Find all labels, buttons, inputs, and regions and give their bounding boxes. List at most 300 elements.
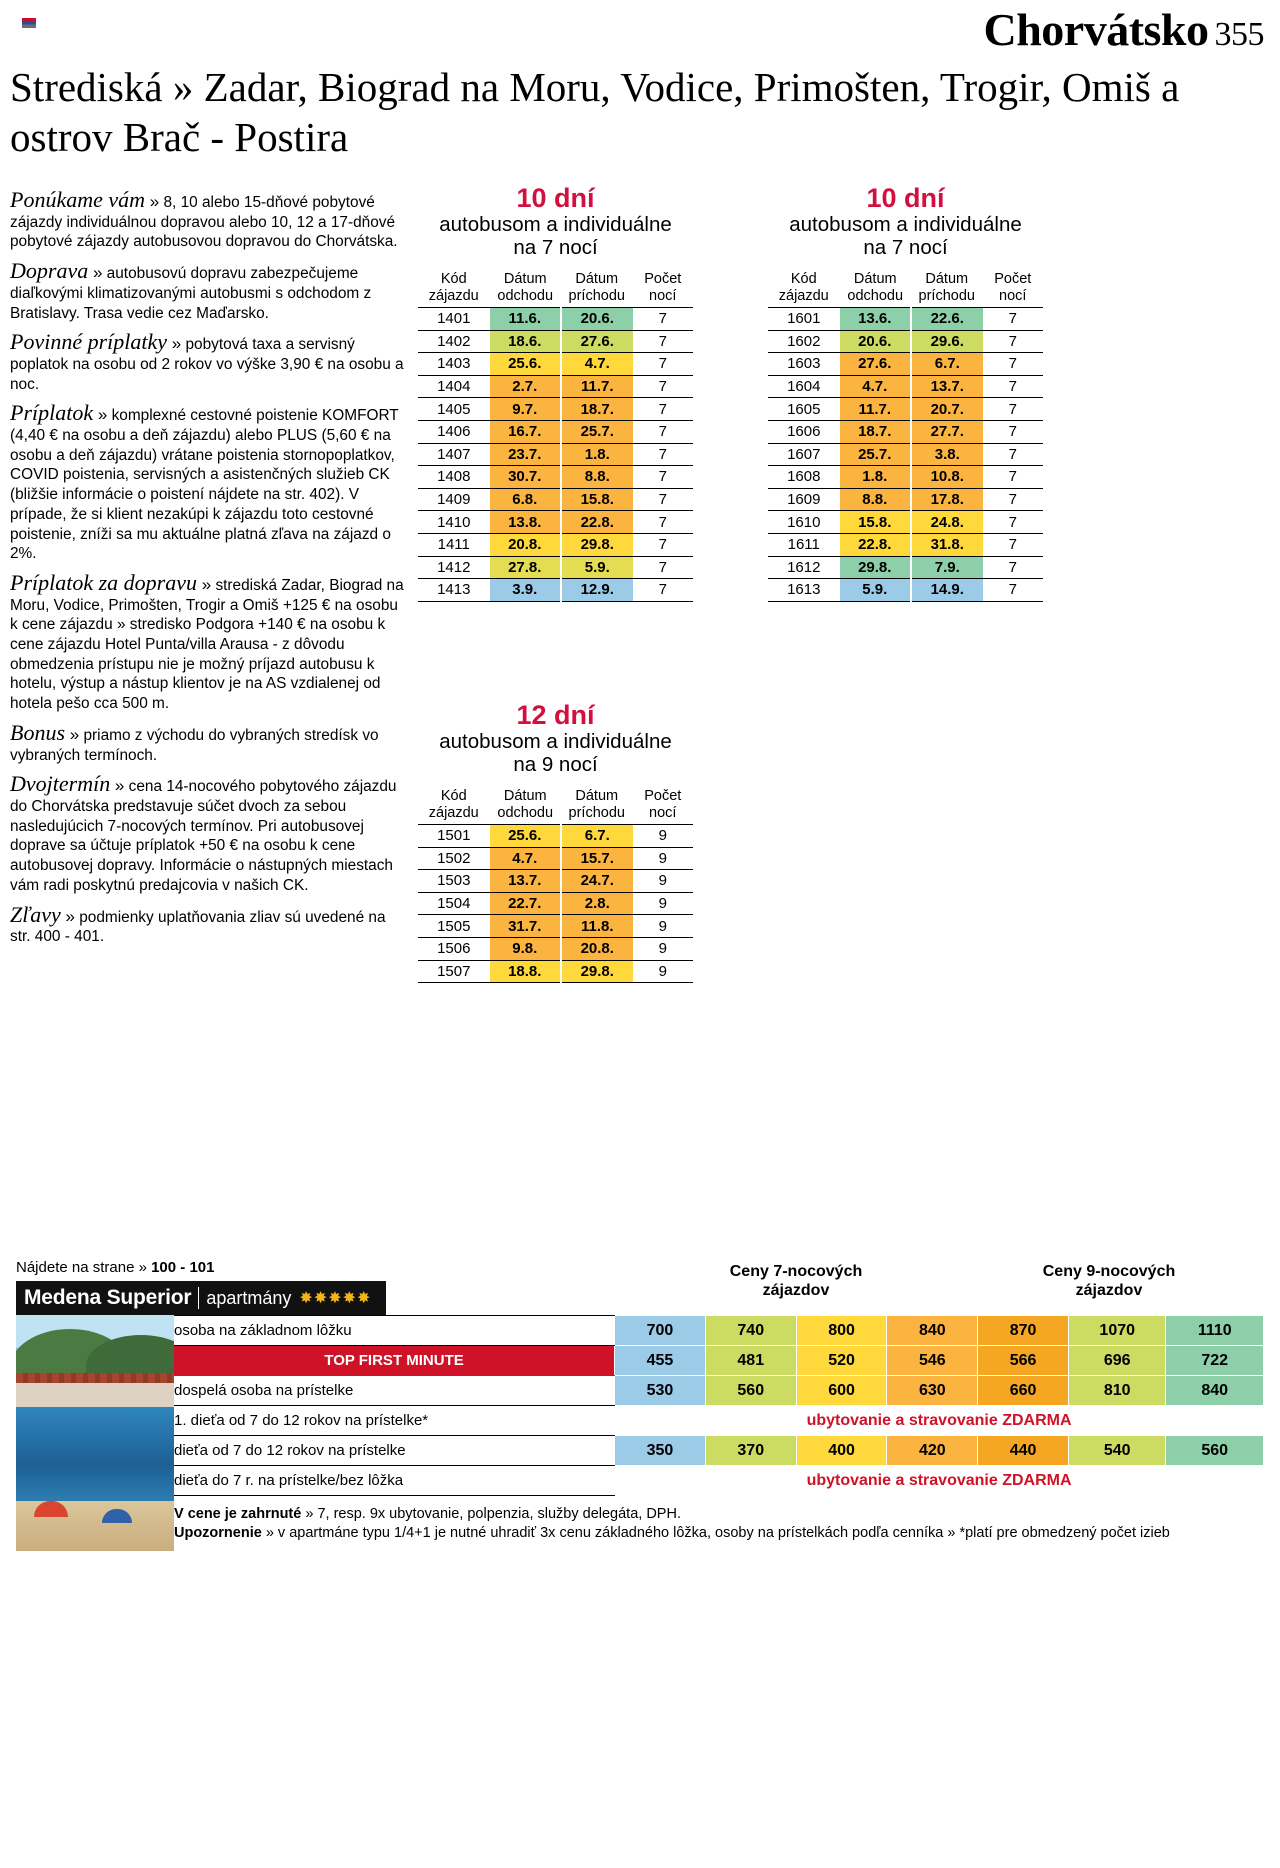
table-row bbox=[418, 511, 693, 534]
nights-count-cell: 7 bbox=[983, 375, 1044, 398]
departure-date-cell: 29.8. bbox=[840, 556, 912, 579]
tour-code-cell: 1601 bbox=[768, 308, 840, 331]
departure-date-cell: 2.7. bbox=[490, 375, 562, 398]
price-cell: 722 bbox=[1166, 1346, 1264, 1376]
price-cell: 560 bbox=[705, 1376, 796, 1406]
price-row-label: dieťa od 7 do 12 rokov na prístelke bbox=[174, 1436, 615, 1466]
page-title bbox=[983, 2, 1264, 63]
nights-count-cell: 7 bbox=[983, 533, 1044, 556]
departure-date-cell: 15.8. bbox=[840, 511, 912, 534]
nights-count-cell: 9 bbox=[633, 847, 694, 870]
column-header-line2: odchodu bbox=[497, 805, 554, 821]
price-cell: 810 bbox=[1069, 1376, 1166, 1406]
departure-date-cell: 6.8. bbox=[490, 488, 562, 511]
info-paragraph bbox=[10, 400, 405, 564]
note-warning bbox=[174, 1524, 1264, 1543]
table-row bbox=[768, 511, 1043, 534]
group-9-line1: Ceny 9-nocových bbox=[1042, 1263, 1176, 1280]
info-paragraph-lead: Dvojtermín bbox=[10, 771, 111, 797]
departure-dates-table bbox=[418, 271, 693, 602]
column-header bbox=[490, 271, 562, 308]
departure-date-cell: 13.8. bbox=[490, 511, 562, 534]
table-row bbox=[418, 960, 693, 983]
departure-date-cell: 13.7. bbox=[490, 870, 562, 893]
column-header bbox=[768, 271, 840, 308]
column-header-line2: odchodu bbox=[497, 288, 554, 304]
info-paragraph bbox=[10, 719, 405, 765]
tour-code-cell: 1406 bbox=[418, 420, 490, 443]
nights-count-cell: 9 bbox=[633, 915, 694, 938]
info-paragraph-lead: Ponúkame vám bbox=[10, 187, 146, 212]
price-cell: 600 bbox=[796, 1376, 887, 1406]
tour-code-cell: 1503 bbox=[418, 870, 490, 893]
info-paragraph-body: strediská Zadar, Biograd na Moru, Vodice, Primošten, Trogir a Omiš +125 € na osobu k cene zájazdu » stredisko Podgora +140 € na osobu k cene zájazdu Hotel Punta/villa Arausa - z dôvodu obmedzenia prístupu nie je možný príjazd autobusu k hotelu, výstup a nástup klientov je na AS vzdialenej od hotela pešo cca 500 m. bbox=[10, 576, 404, 713]
column-header-line2: príchodu bbox=[918, 288, 975, 304]
nights-count-cell: 7 bbox=[983, 420, 1044, 443]
price-cell: 420 bbox=[887, 1436, 978, 1466]
nights-count-cell: 7 bbox=[983, 511, 1044, 534]
departure-table-10dni-b bbox=[768, 183, 1043, 602]
nights-count-cell: 7 bbox=[983, 443, 1044, 466]
arrival-date-cell: 12.9. bbox=[561, 579, 633, 602]
table-row bbox=[768, 443, 1043, 466]
info-column bbox=[10, 187, 405, 956]
column-header bbox=[418, 271, 490, 308]
nights-count-cell: 7 bbox=[983, 466, 1044, 489]
info-paragraph-body: komplexné cestovné poistenie KOMFORT (4,40 € na osobu a deň zájazdu) alebo PLUS (5,60 € na osobu a deň zájazdu) vrátane poistenia stornopoplatkov, COVID poistenia, servisných a asistenčných služieb CK (bližšie informácie o poistení nájdete na str. 402). V prípade, že si klient nezakúpi k zájazdu toto cestovné poistenie, zníži sa mu aktuálne platná zľava na zájazd o 2%. bbox=[10, 407, 399, 563]
column-header-line1: Dátum bbox=[575, 788, 619, 804]
arrival-date-cell: 24.7. bbox=[561, 870, 633, 893]
departure-date-cell: 3.9. bbox=[490, 579, 562, 602]
arrival-date-cell: 8.8. bbox=[561, 466, 633, 489]
tour-code-cell: 1409 bbox=[418, 488, 490, 511]
column-header bbox=[561, 271, 633, 308]
nights-count-cell: 7 bbox=[633, 308, 694, 331]
arrival-date-cell: 11.7. bbox=[561, 375, 633, 398]
departure-date-cell: 30.7. bbox=[490, 466, 562, 489]
price-cell: 660 bbox=[978, 1376, 1069, 1406]
arrival-date-cell: 22.6. bbox=[911, 308, 983, 331]
table-row bbox=[768, 488, 1043, 511]
country-name: Chorvátsko bbox=[983, 4, 1209, 55]
column-header bbox=[633, 788, 694, 825]
table-row bbox=[768, 375, 1043, 398]
tour-code-cell: 1405 bbox=[418, 398, 490, 421]
info-paragraph bbox=[10, 187, 405, 252]
arrival-date-cell: 29.8. bbox=[561, 533, 633, 556]
table-days-title: 10 dní bbox=[866, 183, 945, 213]
column-header-line1: Dátum bbox=[575, 271, 619, 287]
tour-code-cell: 1408 bbox=[418, 466, 490, 489]
column-header bbox=[418, 788, 490, 825]
table-days-title: 10 dní bbox=[516, 183, 595, 213]
price-cell: 800 bbox=[796, 1316, 887, 1346]
table-row bbox=[418, 330, 693, 353]
guillemet-icon: » bbox=[167, 334, 182, 354]
info-paragraph-lead: Povinné príplatky bbox=[10, 329, 168, 355]
tour-code-cell: 1610 bbox=[768, 511, 840, 534]
arrival-date-cell: 25.7. bbox=[561, 420, 633, 443]
departure-date-cell: 1.8. bbox=[840, 466, 912, 489]
departure-date-cell: 22.7. bbox=[490, 892, 562, 915]
price-row bbox=[174, 1346, 1264, 1376]
column-header-line2: nocí bbox=[649, 805, 677, 821]
star-rating-icon: ✸✸✸✸✸ bbox=[299, 1290, 372, 1307]
price-free-text: ubytovanie a stravovanie ZDARMA bbox=[615, 1406, 1264, 1436]
tour-code-cell: 1604 bbox=[768, 375, 840, 398]
table-row bbox=[768, 556, 1043, 579]
price-cell: 481 bbox=[705, 1346, 796, 1376]
arrival-date-cell: 3.8. bbox=[911, 443, 983, 466]
nights-count-cell: 7 bbox=[983, 579, 1044, 602]
table-row bbox=[418, 353, 693, 376]
arrival-date-cell: 11.8. bbox=[561, 915, 633, 938]
table-row bbox=[418, 443, 693, 466]
arrival-date-cell: 17.8. bbox=[911, 488, 983, 511]
nights-count-cell: 7 bbox=[633, 353, 694, 376]
tour-code-cell: 1401 bbox=[418, 308, 490, 331]
nights-count-cell: 7 bbox=[633, 579, 694, 602]
tour-code-cell: 1611 bbox=[768, 533, 840, 556]
price-row bbox=[174, 1376, 1264, 1406]
table-subtitle-line2: na 9 nocí bbox=[513, 753, 598, 776]
tour-code-cell: 1507 bbox=[418, 960, 490, 983]
departure-date-cell: 11.6. bbox=[490, 308, 562, 331]
column-header-line1: Dátum bbox=[853, 271, 897, 287]
table-row bbox=[768, 533, 1043, 556]
table-row bbox=[768, 579, 1043, 602]
departure-dates-table bbox=[768, 271, 1043, 602]
nights-count-cell: 9 bbox=[633, 892, 694, 915]
nights-count-cell: 7 bbox=[983, 308, 1044, 331]
column-header-line2: odchodu bbox=[847, 288, 904, 304]
nights-count-cell: 7 bbox=[983, 398, 1044, 421]
info-paragraph-body: autobusovú dopravu zabezpečujeme diaľkovými klimatizovanými autobusmi s odchodom z Bratislavy. Trasa vedie cez Maďarsko. bbox=[10, 265, 372, 322]
nights-count-cell: 7 bbox=[633, 556, 694, 579]
price-cell: 740 bbox=[705, 1316, 796, 1346]
arrival-date-cell: 4.7. bbox=[561, 353, 633, 376]
nights-count-cell: 9 bbox=[633, 960, 694, 983]
info-paragraph bbox=[10, 258, 405, 323]
column-header-line2: nocí bbox=[649, 288, 677, 304]
price-row bbox=[174, 1436, 1264, 1466]
nights-count-cell: 7 bbox=[633, 443, 694, 466]
tour-code-cell: 1502 bbox=[418, 847, 490, 870]
price-cell: 870 bbox=[978, 1316, 1069, 1346]
nights-count-cell: 7 bbox=[633, 375, 694, 398]
tour-code-cell: 1602 bbox=[768, 330, 840, 353]
column-header-line1: Kód bbox=[440, 271, 467, 287]
column-header bbox=[633, 271, 694, 308]
tour-code-cell: 1506 bbox=[418, 937, 490, 960]
departure-date-cell: 18.6. bbox=[490, 330, 562, 353]
table-row bbox=[768, 466, 1043, 489]
departure-date-cell: 9.8. bbox=[490, 937, 562, 960]
nights-count-cell: 7 bbox=[983, 353, 1044, 376]
arrival-date-cell: 14.9. bbox=[911, 579, 983, 602]
flag-icon bbox=[22, 18, 36, 28]
info-paragraph-lead: Príplatok za dopravu bbox=[10, 569, 197, 595]
departure-date-cell: 4.7. bbox=[840, 375, 912, 398]
price-cell: 370 bbox=[705, 1436, 796, 1466]
divider bbox=[198, 1287, 199, 1309]
info-paragraph-lead: Zľavy bbox=[10, 901, 61, 927]
departure-date-cell: 20.8. bbox=[490, 533, 562, 556]
group-7-line2: zájazdov bbox=[762, 1282, 830, 1299]
table-row bbox=[768, 330, 1043, 353]
price-row-label: dieťa do 7 r. na prístelke/bez lôžka bbox=[174, 1466, 615, 1496]
price-cell: 540 bbox=[1069, 1436, 1166, 1466]
departure-date-cell: 27.6. bbox=[840, 353, 912, 376]
find-pages: 100 - 101 bbox=[151, 1259, 215, 1276]
find-prefix: Nájdete na strane » bbox=[16, 1259, 147, 1276]
table-row bbox=[418, 420, 693, 443]
price-free-text: ubytovanie a stravovanie ZDARMA bbox=[615, 1466, 1264, 1496]
price-cell: 630 bbox=[887, 1376, 978, 1406]
page-header bbox=[0, 0, 1280, 62]
tour-code-cell: 1608 bbox=[768, 466, 840, 489]
departure-date-cell: 5.9. bbox=[840, 579, 912, 602]
price-row-label: osoba na základnom lôžku bbox=[174, 1316, 615, 1346]
departure-table-12dni bbox=[418, 700, 693, 983]
find-on-page-line bbox=[16, 1259, 214, 1276]
table-row bbox=[418, 488, 693, 511]
info-paragraph-body: priamo z východu do vybraných stredísk vo vybraných termínoch. bbox=[10, 726, 379, 764]
nights-count-cell: 7 bbox=[983, 330, 1044, 353]
departure-date-cell: 22.8. bbox=[840, 533, 912, 556]
price-row bbox=[174, 1466, 1264, 1496]
hotel-price-table bbox=[174, 1315, 1264, 1496]
info-paragraph-lead: Bonus bbox=[10, 719, 65, 745]
sea-shape bbox=[16, 1407, 174, 1503]
arrival-date-cell: 1.8. bbox=[561, 443, 633, 466]
note-included-text: » 7, resp. 9x ubytovanie, polpenzia, služby delegáta, DPH. bbox=[305, 1506, 681, 1522]
column-header-line2: príchodu bbox=[568, 288, 625, 304]
hotel-photo bbox=[16, 1315, 174, 1551]
tour-code-cell: 1606 bbox=[768, 420, 840, 443]
tour-code-cell: 1411 bbox=[418, 533, 490, 556]
info-paragraph bbox=[10, 329, 405, 394]
table-row bbox=[768, 420, 1043, 443]
table-row bbox=[418, 466, 693, 489]
price-cell: 1110 bbox=[1166, 1316, 1264, 1346]
column-header-line1: Počet bbox=[994, 271, 1032, 287]
info-paragraph-body: cena 14-nocového pobytového zájazdu do Chorvátska predstavuje súčet dvoch za sebou nasledujúcich 7-nocových termínov. Pri autobusovej doprave sa účtuje príplatok +50 € na osobu k cene autobusovej dopravy. Informácie o nástupných miestach vám radi poskytnú predajcovia v našich CK. bbox=[10, 778, 397, 894]
table-row bbox=[418, 892, 693, 915]
arrival-date-cell: 6.7. bbox=[911, 353, 983, 376]
table-row bbox=[768, 308, 1043, 331]
table-row bbox=[418, 556, 693, 579]
column-header-line2: príchodu bbox=[568, 805, 625, 821]
price-cell: 560 bbox=[1166, 1436, 1264, 1466]
column-header-line1: Počet bbox=[644, 788, 682, 804]
column-header bbox=[840, 271, 912, 308]
departure-date-cell: 25.6. bbox=[490, 825, 562, 848]
column-header-line1: Dátum bbox=[925, 271, 969, 287]
column-header-line2: zájazdu bbox=[428, 805, 479, 821]
nights-count-cell: 7 bbox=[633, 488, 694, 511]
price-cell: 520 bbox=[796, 1346, 887, 1376]
arrival-date-cell: 31.8. bbox=[911, 533, 983, 556]
price-cell: 350 bbox=[615, 1436, 706, 1466]
arrival-date-cell: 15.7. bbox=[561, 847, 633, 870]
nights-count-cell: 9 bbox=[633, 937, 694, 960]
price-cell: 546 bbox=[887, 1346, 978, 1376]
price-cell: 566 bbox=[978, 1346, 1069, 1376]
arrival-date-cell: 24.8. bbox=[911, 511, 983, 534]
arrival-date-cell: 29.6. bbox=[911, 330, 983, 353]
guillemet-icon: » bbox=[88, 263, 103, 283]
arrival-date-cell: 27.7. bbox=[911, 420, 983, 443]
arrival-date-cell: 20.8. bbox=[561, 937, 633, 960]
price-cell: 530 bbox=[615, 1376, 706, 1406]
note-included bbox=[174, 1505, 1264, 1524]
arrival-date-cell: 29.8. bbox=[561, 960, 633, 983]
price-cell: 440 bbox=[978, 1436, 1069, 1466]
nights-count-cell: 9 bbox=[633, 825, 694, 848]
nights-count-cell: 7 bbox=[633, 511, 694, 534]
column-header-line1: Kód bbox=[790, 271, 817, 287]
guillemet-icon: » bbox=[93, 405, 108, 425]
nights-count-cell: 7 bbox=[983, 556, 1044, 579]
price-row-label: 1. dieťa od 7 do 12 rokov na prístelke* bbox=[174, 1406, 615, 1436]
table-row bbox=[418, 533, 693, 556]
price-row bbox=[174, 1406, 1264, 1436]
tour-code-cell: 1402 bbox=[418, 330, 490, 353]
note-warning-label: Upozornenie bbox=[174, 1525, 262, 1541]
note-warning-text: » v apartmáne typu 1/4+1 je nutné uhradiť 3x cenu základného lôžka, osoby na prístelkách podľa cenníka » *platí pre obmedzený počet izieb bbox=[265, 1525, 1170, 1541]
tour-code-cell: 1607 bbox=[768, 443, 840, 466]
info-paragraph bbox=[10, 901, 405, 947]
info-paragraph-lead: Doprava bbox=[10, 258, 89, 284]
nights-count-cell: 7 bbox=[633, 398, 694, 421]
column-header-line2: zájazdu bbox=[428, 288, 479, 304]
hotel-name-bar bbox=[16, 1281, 386, 1315]
table-row bbox=[418, 847, 693, 870]
info-paragraph-body: podmienky uplatňovania zliav sú uvedené na str. 400 - 401. bbox=[10, 908, 386, 946]
arrival-date-cell: 6.7. bbox=[561, 825, 633, 848]
price-row-label: TOP FIRST MINUTE bbox=[174, 1346, 615, 1376]
table-row bbox=[418, 375, 693, 398]
info-paragraph bbox=[10, 569, 405, 714]
departure-date-cell: 8.8. bbox=[840, 488, 912, 511]
price-cell: 1070 bbox=[1069, 1316, 1166, 1346]
tour-code-cell: 1603 bbox=[768, 353, 840, 376]
price-cell: 700 bbox=[615, 1316, 706, 1346]
nights-count-cell: 7 bbox=[633, 330, 694, 353]
column-header-line1: Dátum bbox=[503, 271, 547, 287]
departure-dates-table bbox=[418, 788, 693, 983]
table-row bbox=[768, 353, 1043, 376]
arrival-date-cell: 2.8. bbox=[561, 892, 633, 915]
table-row bbox=[418, 825, 693, 848]
departure-date-cell: 27.8. bbox=[490, 556, 562, 579]
tour-code-cell: 1407 bbox=[418, 443, 490, 466]
arrival-date-cell: 18.7. bbox=[561, 398, 633, 421]
price-row-label: dospelá osoba na prístelke bbox=[174, 1376, 615, 1406]
note-included-label: V cene je zahrnuté bbox=[174, 1506, 302, 1522]
hotel-name: Medena Superior bbox=[24, 1286, 192, 1309]
departure-date-cell: 20.6. bbox=[840, 330, 912, 353]
column-header bbox=[911, 271, 983, 308]
column-header-line1: Kód bbox=[440, 788, 467, 804]
tour-code-cell: 1605 bbox=[768, 398, 840, 421]
table-subtitle-line2: na 7 nocí bbox=[513, 236, 598, 259]
table-row bbox=[418, 937, 693, 960]
guillemet-icon: » bbox=[110, 776, 125, 796]
price-cell: 400 bbox=[796, 1436, 887, 1466]
column-header bbox=[561, 788, 633, 825]
table-row bbox=[418, 308, 693, 331]
table-row bbox=[768, 398, 1043, 421]
arrival-date-cell: 27.6. bbox=[561, 330, 633, 353]
departure-date-cell: 23.7. bbox=[490, 443, 562, 466]
departure-date-cell: 18.7. bbox=[840, 420, 912, 443]
guillemet-icon: » bbox=[145, 192, 160, 211]
tour-code-cell: 1410 bbox=[418, 511, 490, 534]
nights-count-cell: 9 bbox=[633, 870, 694, 893]
nights-count-cell: 7 bbox=[983, 488, 1044, 511]
arrival-date-cell: 22.8. bbox=[561, 511, 633, 534]
departure-date-cell: 13.6. bbox=[840, 308, 912, 331]
tour-code-cell: 1403 bbox=[418, 353, 490, 376]
departure-date-cell: 16.7. bbox=[490, 420, 562, 443]
column-header-line2: zájazdu bbox=[778, 288, 829, 304]
arrival-date-cell: 13.7. bbox=[911, 375, 983, 398]
table-row bbox=[418, 870, 693, 893]
column-header bbox=[490, 788, 562, 825]
price-table bbox=[174, 1315, 1264, 1496]
arrival-date-cell: 5.9. bbox=[561, 556, 633, 579]
departure-date-cell: 18.8. bbox=[490, 960, 562, 983]
arrival-date-cell: 10.8. bbox=[911, 466, 983, 489]
arrival-date-cell: 20.7. bbox=[911, 398, 983, 421]
nights-count-cell: 7 bbox=[633, 533, 694, 556]
tour-code-cell: 1504 bbox=[418, 892, 490, 915]
price-cell: 455 bbox=[615, 1346, 706, 1376]
roofs-shape bbox=[16, 1373, 174, 1383]
nights-count-cell: 7 bbox=[633, 420, 694, 443]
price-cell: 696 bbox=[1069, 1346, 1166, 1376]
info-paragraph bbox=[10, 771, 405, 895]
tour-code-cell: 1404 bbox=[418, 375, 490, 398]
hotel-type: apartmány bbox=[206, 1287, 292, 1308]
column-header-line1: Počet bbox=[644, 271, 682, 287]
price-footer-notes bbox=[174, 1505, 1264, 1543]
column-header bbox=[983, 271, 1044, 308]
departure-date-cell: 9.7. bbox=[490, 398, 562, 421]
departure-table-10dni-a bbox=[418, 183, 693, 602]
departure-date-cell: 31.7. bbox=[490, 915, 562, 938]
page-number: 355 bbox=[1214, 16, 1264, 53]
table-subtitle-line1: autobusom a individuálne bbox=[439, 213, 672, 236]
price-group-9-nights bbox=[964, 1262, 1254, 1300]
departure-date-cell: 4.7. bbox=[490, 847, 562, 870]
price-cell: 840 bbox=[1166, 1376, 1264, 1406]
price-group-7-nights bbox=[646, 1262, 946, 1300]
nights-count-cell: 7 bbox=[633, 466, 694, 489]
tour-code-cell: 1505 bbox=[418, 915, 490, 938]
departure-date-cell: 25.6. bbox=[490, 353, 562, 376]
price-row bbox=[174, 1316, 1264, 1346]
arrival-date-cell: 20.6. bbox=[561, 308, 633, 331]
guillemet-icon: » bbox=[60, 906, 75, 926]
tour-code-cell: 1609 bbox=[768, 488, 840, 511]
table-subtitle-line1: autobusom a individuálne bbox=[439, 730, 672, 753]
tour-code-cell: 1501 bbox=[418, 825, 490, 848]
table-row bbox=[418, 579, 693, 602]
price-cell: 840 bbox=[887, 1316, 978, 1346]
